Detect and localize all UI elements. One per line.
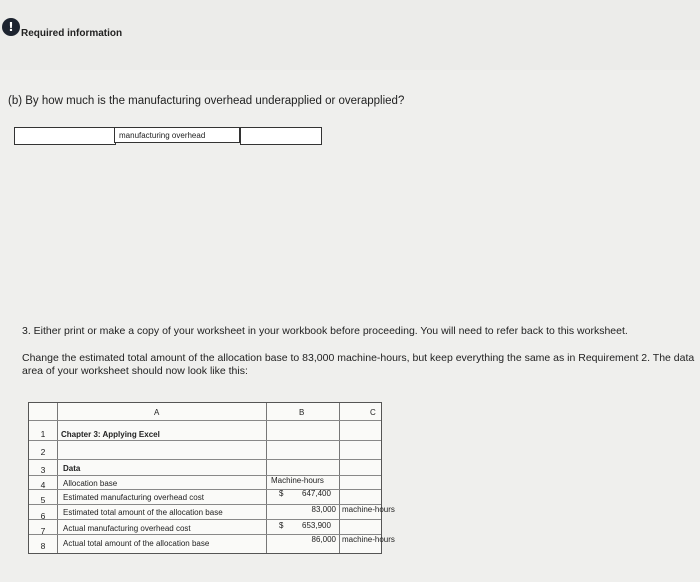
row-number-5: 5 bbox=[40, 495, 46, 505]
column-header-b: B bbox=[299, 408, 305, 417]
question-text: (b) By how much is the manufacturing overhead underapplied or overapplied? bbox=[8, 95, 405, 107]
cell-b-actual-base: 86,000 bbox=[311, 535, 336, 544]
row-number-3: 3 bbox=[40, 465, 46, 475]
amount-input-box[interactable] bbox=[14, 127, 116, 145]
cell-c-unit-6: machine-hours bbox=[342, 505, 395, 514]
cell-b-actual-overhead: 653,900 bbox=[302, 521, 331, 530]
data-label: Data bbox=[63, 464, 81, 473]
instruction-step3: 3. Either print or make a copy of your worksheet in your workbook before proceeding. You will need to refer back to this worksheet. bbox=[22, 325, 628, 337]
row-number-8: 8 bbox=[40, 541, 46, 551]
cell-b-currency-5: $ bbox=[279, 489, 284, 498]
cell-b-allocation-base: Machine-hours bbox=[271, 476, 324, 485]
column-header-c: C bbox=[370, 408, 376, 417]
row-label-allocation-base: Allocation base bbox=[63, 479, 118, 488]
row-number-1: 1 bbox=[40, 429, 46, 439]
overhead-type-dropdown[interactable]: manufacturing overhead bbox=[114, 127, 240, 143]
column-header-a: A bbox=[154, 408, 160, 417]
row-number-4: 4 bbox=[40, 480, 46, 490]
required-info-header bbox=[0, 0, 700, 70]
sheet-title: Chapter 3: Applying Excel bbox=[61, 430, 160, 439]
cell-b-estimated-base: 83,000 bbox=[311, 505, 336, 514]
row-number-2: 2 bbox=[40, 447, 46, 457]
row-number-6: 6 bbox=[40, 511, 46, 521]
instruction-change: Change the estimated total amount of the allocation base to 83,000 machine-hours, but keep everything the same as in Requirement 2. The data area of your worksheet should now look like this: bbox=[22, 352, 695, 377]
blank-answer-box[interactable] bbox=[240, 127, 322, 145]
cell-b-currency-7: $ bbox=[279, 521, 284, 530]
info-alert-icon: ! bbox=[2, 18, 20, 36]
cell-b-estimated-overhead: 647,400 bbox=[302, 489, 331, 498]
cell-c-unit-8: machine-hours bbox=[342, 535, 395, 544]
row-number-7: 7 bbox=[40, 526, 46, 536]
row-label-estimated-overhead: Estimated manufacturing overhead cost bbox=[63, 493, 204, 502]
answer-row bbox=[14, 127, 322, 145]
required-info-title: Required information bbox=[21, 28, 123, 39]
spreadsheet bbox=[28, 402, 395, 554]
row-label-estimated-base: Estimated total amount of the allocation base bbox=[63, 508, 223, 517]
row-label-actual-base: Actual total amount of the allocation base bbox=[63, 539, 210, 548]
row-label-actual-overhead: Actual manufacturing overhead cost bbox=[63, 524, 191, 533]
amount-input[interactable] bbox=[15, 131, 115, 147]
